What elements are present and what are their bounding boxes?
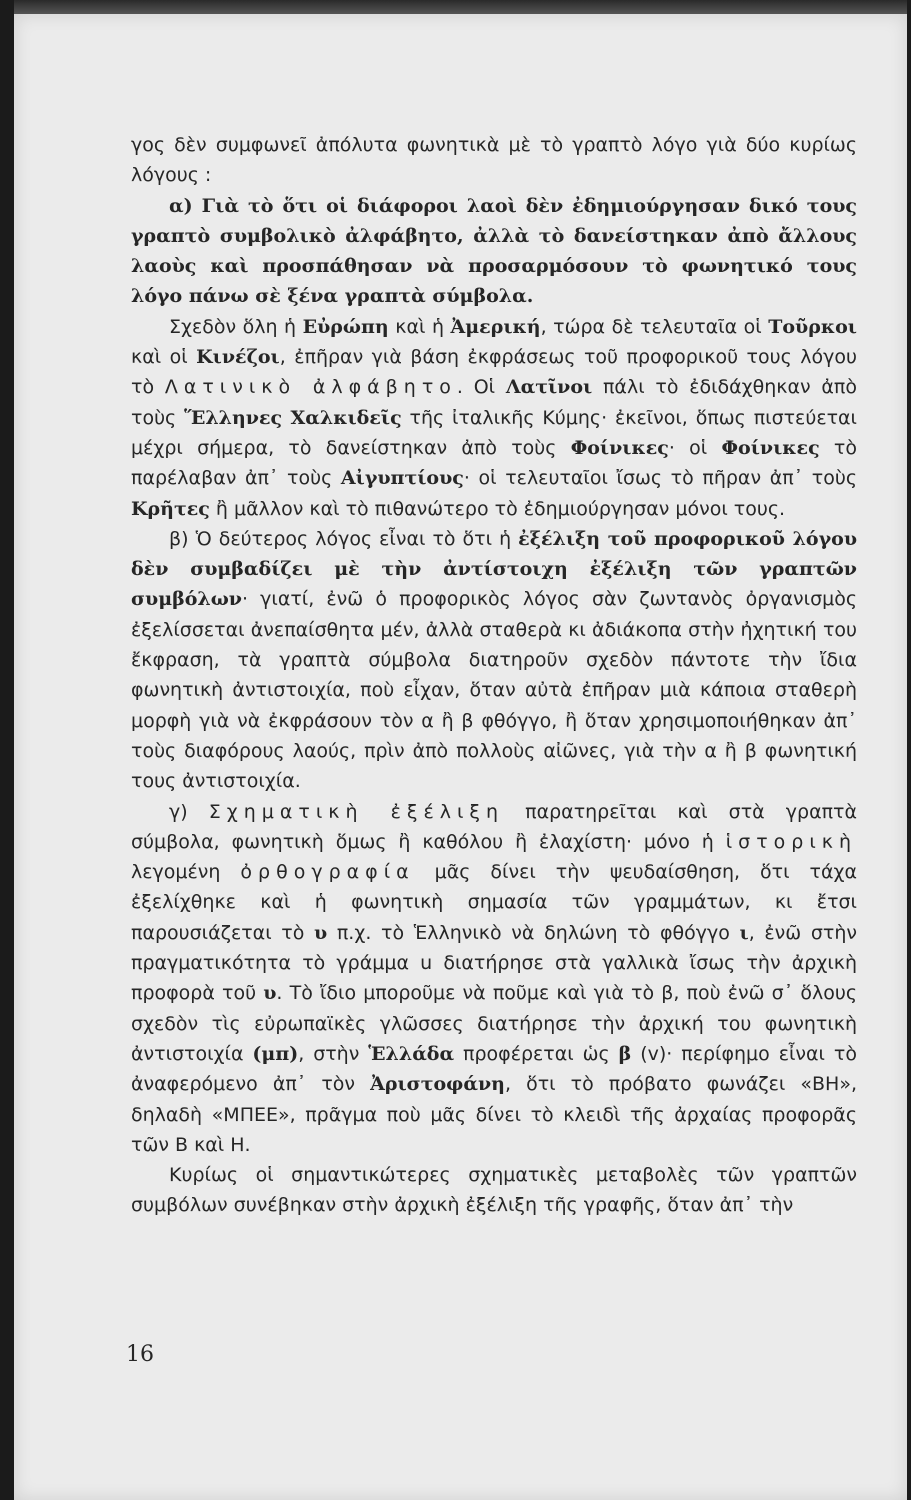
text-run-bold: Ἀμερική	[450, 315, 541, 338]
text-run: προφέρεται ὡς	[454, 1042, 619, 1065]
text-run: , ὅτι τὸ πρόβατο φωνάζει «ΒΗ», δηλαδὴ «ΜΠΕΕ», πρᾶγμα ποὺ μᾶς δίνει τὸ κλειδὶ τῆς ἀρχαίας προφορᾶς τῶν Β καὶ Η.	[131, 1073, 857, 1156]
text-run: γος δὲν συμφωνεῖ ἀπόλυτα φωνητικὰ μὲ τὸ γραπτὸ λόγο γιὰ δύο κυρίως λόγους :	[131, 134, 857, 187]
scan-top-edge	[14, 0, 907, 14]
text-run-bold: υ	[263, 982, 277, 1005]
paragraph-continuation	[131, 130, 857, 191]
text-run-spaced: ἱστορικὴ	[725, 830, 857, 853]
text-run-spaced: Λατινικὸ ἀλφάβητο	[164, 376, 457, 399]
text-run-bold: Ἑλλάδα	[368, 1042, 455, 1065]
text-run-bold: Ἕλληνες Χαλκιδεῖς	[184, 406, 402, 429]
text-run-spaced: Σχηματικὴ ἐξέλιξη	[208, 800, 505, 823]
text-run-bold: Λατῖνοι	[505, 376, 593, 399]
text-run: , τώρα δὲ τελευταῖα οἱ	[540, 315, 769, 338]
text-run: · οἱ	[668, 436, 722, 459]
paragraph-alpha	[131, 191, 857, 312]
text-run: · γιατί, ἐνῶ ὁ προφορικὸς λόγος σὰν ζωντανὸς ὀργανισμὸς ἐξελίσσεται ἀνεπαίσθητα μέν, ἀλλὰ σταθερὰ κι ἀδιάκοπα στὴν ἠχητική του ἔκφραση, τὰ γραπτὰ σύμβολα διατηροῦν σχεδὸν πάντοτε τὴν ἴδια φωνητικὴ ἀντιστοιχία, ποὺ εἶχαν, ὅταν αὐτὰ ἐπῆραν μιὰ κάποια σταθερὴ μορφὴ γιὰ νὰ ἐκφράσουν τὸν α ἢ β φθόγγο, ἢ ὅταν χρησιμοποιήθηκαν ἀπ᾽ τοὺς διαφόρους λαούς, πρὶν ἀπὸ πολλοὺς αἰῶνες, γιὰ τὴν α ἢ β φωνητική τους ἀντιστοιχία.	[131, 588, 857, 793]
text-run: π.χ. τὸ Ἑλληνικὸ νὰ δηλώνη τὸ φθόγγο	[327, 921, 740, 944]
text-run: α) Γιὰ τὸ ὅτι οἱ διάφοροι λαοὶ δὲν ἐδημιούργησαν δικό τους γραπτὸ συμβολικὸ ἀλφάβητο, ἀλλὰ τὸ δανείστηκαν ἀπὸ ἄλλους λαοὺς καὶ προσπάθησαν νὰ προσαρμόσουν τὸ φωνητικό τους λόγο πάνω σὲ ξένα γραπτὰ σύμβολα.	[131, 194, 857, 308]
text-run: γ)	[169, 800, 209, 823]
text-run: . Οἱ	[456, 376, 506, 399]
text-run: τὸ παρέλαβαν ἀπ᾽ τοὺς	[131, 436, 857, 490]
page-number: 16	[126, 1342, 154, 1367]
text-run-bold: Τοῦρκοι	[768, 315, 857, 338]
text-run: , ἐνῶ στὴν πραγματικότητα τὸ γράμμα u διατήρησε στὰ γαλλικὰ ἴσως τὴν ἀρχικὴ προφορὰ τοῦ	[131, 921, 857, 1005]
text-run: μᾶς δίνει τὴν ψευδαίσθηση, ὅτι τάχα ἐξελίχθηκε καὶ ἡ φωνητικὴ σημασία τῶν γραμμάτων, κι ἔτσι παρουσιάζεται τὸ	[131, 861, 857, 944]
paragraph-alphabets	[131, 312, 857, 524]
text-run-bold: Ἀριστοφάνη	[370, 1073, 505, 1096]
text-run: , ἐπῆραν γιὰ βάση ἐκφράσεως τοῦ προφορικοῦ τους λόγου τὸ	[131, 346, 857, 399]
paragraph-closing	[131, 1160, 857, 1221]
text-run: καὶ ἡ	[388, 315, 451, 338]
text-run-bold: ι	[739, 921, 749, 944]
text-run-bold: Κινέζοι	[196, 346, 280, 369]
text-run-bold: υ	[314, 921, 328, 944]
text-run-bold: Αἰγυπτίους	[340, 467, 464, 490]
text-run-bold: Εὐρώπη	[302, 315, 389, 338]
text-run-bold: Κρῆτες	[131, 497, 210, 520]
text-run: · οἱ τελευταῖοι ἴσως τὸ πῆραν ἀπ᾽ τοὺς	[463, 467, 857, 490]
text-run: παρατηρεῖται καὶ στὰ γραπτὰ σύμβολα, φωνητικὴ ὅμως ἢ καθόλου ἢ ἐλαχίστη· μόνο ἡ	[131, 800, 858, 853]
paragraph-gamma	[131, 797, 857, 1161]
paragraph-beta	[131, 524, 857, 797]
text-run: τῆς ἰταλικῆς Κύμης· ἐκεῖνοι, ὅπως πιστεύεται μέχρι σήμερα, τὸ δανείστηκαν ἀπὸ τοὺς	[131, 406, 857, 459]
text-run: Κυρίως οἱ σημαντικώτερες σχηματικὲς μεταβολὲς τῶν γραπτῶν συμβόλων συνέβηκαν στὴν ἀρχικὴ ἐξέλιξη τῆς γραφῆς, ὅταν ἀπ᾽ τὴν	[131, 1164, 857, 1217]
text-run: . Τὸ ἴδιο μποροῦμε νὰ ποῦμε καὶ γιὰ τὸ β, ποὺ ἐνῶ σ᾽ ὅλους σχεδὸν τὶς εὐρωπαϊκὲς γλῶσσες διατήρησε τὴν ἀρχική του φωνητικὴ ἀντιστοιχία	[131, 982, 857, 1065]
text-run: ἢ μᾶλλον καὶ τὸ πιθανώτερο τὸ ἐδημιούργησαν μόνοι τους.	[209, 497, 786, 520]
text-run: Σχεδὸν ὅλη ἡ	[169, 315, 303, 338]
text-run: καὶ οἱ	[131, 346, 197, 369]
text-run-bold: β	[618, 1042, 632, 1065]
text-run-spaced: ὀρθογραφία	[240, 861, 415, 884]
text-run: , στὴν	[298, 1042, 369, 1065]
text-run: πάλι τὸ ἐδιδάχθηκαν ἀπὸ τοὺς	[131, 376, 857, 429]
text-run: (v)· περίφημο εἶναι τὸ ἀναφερόμενο ἀπ᾽ τὸν	[131, 1042, 857, 1096]
text-run-bold: ἐξέλιξη τοῦ προφορικοῦ λόγου δὲν συμβαδίζει μὲ τὴν ἀντίστοιχη ἐξέλιξη τῶν γραπτῶν συμβόλων	[131, 527, 857, 611]
text-run-bold: Φοίνικες	[721, 436, 820, 459]
text-run: λεγομένη	[131, 861, 241, 884]
text-run-bold: (μπ)	[252, 1042, 299, 1065]
body-text	[131, 130, 857, 1221]
text-run: β) Ὁ δεύτερος λόγος εἶναι τὸ ὅτι ἡ	[169, 527, 519, 550]
text-run-bold: Φοίνικες	[570, 436, 669, 459]
